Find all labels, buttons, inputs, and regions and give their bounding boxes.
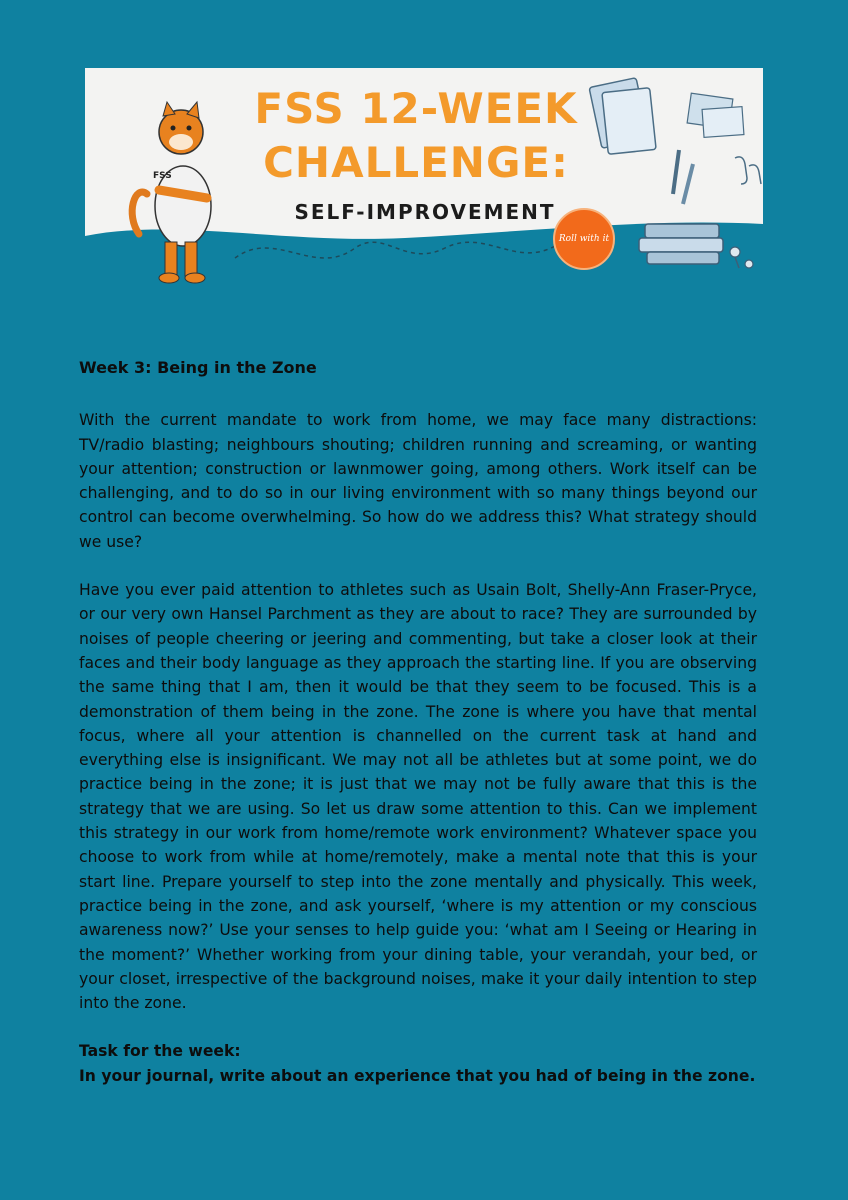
svg-text:FSS: FSS <box>153 171 172 181</box>
banner-subtitle: SELF-IMPROVEMENT <box>294 200 556 224</box>
banner-title-line-2: CHALLENGE: <box>263 138 569 187</box>
notebook-icon <box>589 78 656 155</box>
sticky-notes-icon <box>687 93 744 137</box>
books-stack-icon <box>639 224 723 264</box>
paragraph-athletes: Have you ever paid attention to athletes such as Usain Bolt, Shelly-Ann Fraser-Pryce, or our very own Hansel Parchment as they are about to race? They are surrounded by noises of people cheering or jeering and commenting, but take a closer look at their faces and their body language as they approach the starting line. If you are observing the same thing that I am, then it would be that they seem to be focused. This is a demonstration of them being in the zone. The zone is where you have that mental focus, where all your attention is channelled on the current task at hand and everything else is insignificant. We may not all be athletes but at some point, we do practice being in the zone; it is just that we may not be fully aware that this is the strategy that we are using. So let us draw some attention to this. Can we implement this strategy in our work from home/remote work environment? Whatever space you choose to work from while at home/remotely, make a mental note that this is your start line. Prepare yourself to step into the zone mentally and physically. This week, practice being in the zone, and ask yourself, ‘where is my attention or my conscious awareness now?’ Use your senses to help guide you: ‘what am I Seeing or Hearing in the moment?’ Whether working from your dining table, your verandah, your bed, or your closet, irrespective of the background noises, make it your daily intention to step into the zone. <box>79 581 757 1013</box>
paperclip-icon <box>735 157 761 184</box>
paragraph-intro: With the current mandate to work from home, we may face many distractions: TV/radio blasting; neighbours shouting; children running and screaming, or wanting your attention; construction or lawnmower going, among others. Work itself can be challenging, and to do so in our living environment with so many things beyond our control can become overwhelming. So how do we address this? What strategy should we use? <box>79 411 757 551</box>
task-title: Task for the week: <box>79 1042 241 1061</box>
pushpin-icon <box>730 247 753 268</box>
header-banner <box>85 68 763 292</box>
office-supplies-illustration <box>585 68 763 292</box>
banner-title-line-1: FSS 12-WEEK <box>254 84 578 133</box>
article-heading: Week 3: Being in the Zone <box>79 358 317 377</box>
task-description: In your journal, write about an experience that you had of being in the zone. <box>79 1066 756 1085</box>
article-body <box>79 356 757 1088</box>
roll-with-it-badge: Roll with it <box>553 208 615 270</box>
pencil-icon <box>673 150 693 204</box>
